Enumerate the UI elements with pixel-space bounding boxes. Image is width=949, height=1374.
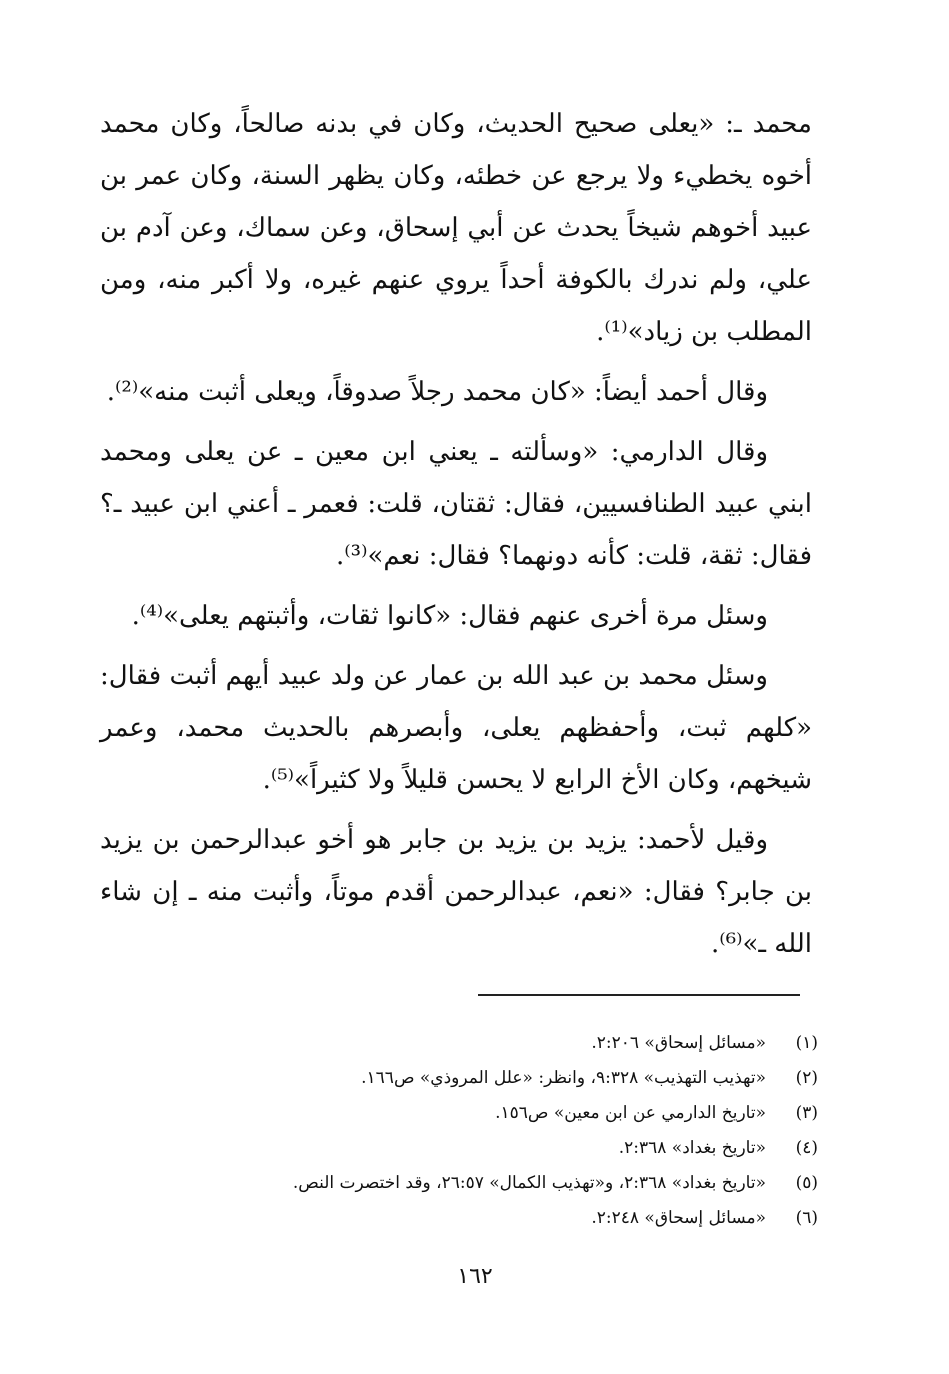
main-text [100,98,812,978]
paragraph-2: وقال أحمد أيضاً: «كان محمد رجلاً صدوقاً، ويعلى أثبت منه»⁽²⁾. [106,377,768,407]
paragraph-3: وقال الدارمي: «وسألته ـ يعني ابن معين ـ عن يعلى ومحمد ابني عبيد الطنافسيين، فقال: ثقتان، قلت: فعمر ـ أعني ابن عبيد ـ؟ فقال: ثقة، قلت: كأنه دونهما؟ فقال: نعم»⁽³⁾. [100,437,812,571]
paragraph-1: محمد ـ: «يعلى صحيح الحديث، وكان في بدنه صالحاً، وكان محمد أخوه يخطيء ولا يرجع عن خطئه، وكان يظهر السنة، وكان عمر بن عبيد أخوهم شيخاً يحدث عن أبي إسحاق، وعن سماك، وعن آدم بن علي، ولم ندرك بالكوفة أحداً يروي عنهم غيره، ولا أكبر منه، ومن المطلب بن زياد»⁽¹⁾. [100,109,812,347]
footnote-number: (١) [795,1033,818,1053]
footnote-number: (٤) [795,1138,818,1158]
paragraph-6: وقيل لأحمد: يزيد بن يزيد بن جابر هو أخو عبدالرحمن بن يزيد بن جابر؟ فقال: «نعم، عبدالرحمن أقدم موتاً، وأثبت منه ـ إن شاء الله ـ»⁽⁶⁾. [100,825,812,959]
footnote-1 [150,1026,818,1061]
footnote-text: «تاريخ بغداد» ٢:٣٦٨، و«تهذيب الكمال» ٢٦:٥٧، وقد اختصرت النص. [292,1173,766,1193]
footnote-2 [150,1061,818,1096]
footnote-text: «تاريخ الدارمي عن ابن معين» ص١٥٦. [495,1103,766,1123]
footnote-number: (٣) [795,1103,818,1123]
footnote-number: (٢) [795,1068,818,1088]
footnotes [150,1026,818,1236]
footnote-3 [150,1096,818,1131]
footnote-separator [478,994,800,996]
footnote-4 [150,1131,818,1166]
paragraph-5: وسئل محمد بن عبد الله بن عمار عن ولد عبيد أيهم أثبت فقال: «كلهم ثبت، وأحفظهم يعلى، وأبصرهم بالحديث محمد، وعمر شيخهم، وكان الأخ الرابع لا يحسن قليلاً ولا كثيراً»⁽⁵⁾. [100,661,812,795]
footnote-text: «تهذيب التهذيب» ٩:٣٢٨، وانظر: «علل المروذي» ص١٦٦. [361,1068,766,1088]
page-number: ١٦٢ [457,1264,493,1289]
footnote-number: (٥) [795,1173,818,1193]
footnote-number: (٦) [795,1208,818,1228]
footnote-5 [150,1166,818,1201]
footnote-text: «مسائل إسحاق» ٢:٢٠٦. [591,1033,766,1053]
footnote-6 [150,1201,818,1236]
footnote-text: «تاريخ بغداد» ٢:٣٦٨. [618,1138,766,1158]
paragraph-4: وسئل مرة أخرى عنهم فقال: «كانوا ثقات، وأثبتهم يعلى»⁽⁴⁾. [131,601,768,631]
footnote-text: «مسائل إسحاق» ٢:٢٤٨. [591,1208,766,1228]
